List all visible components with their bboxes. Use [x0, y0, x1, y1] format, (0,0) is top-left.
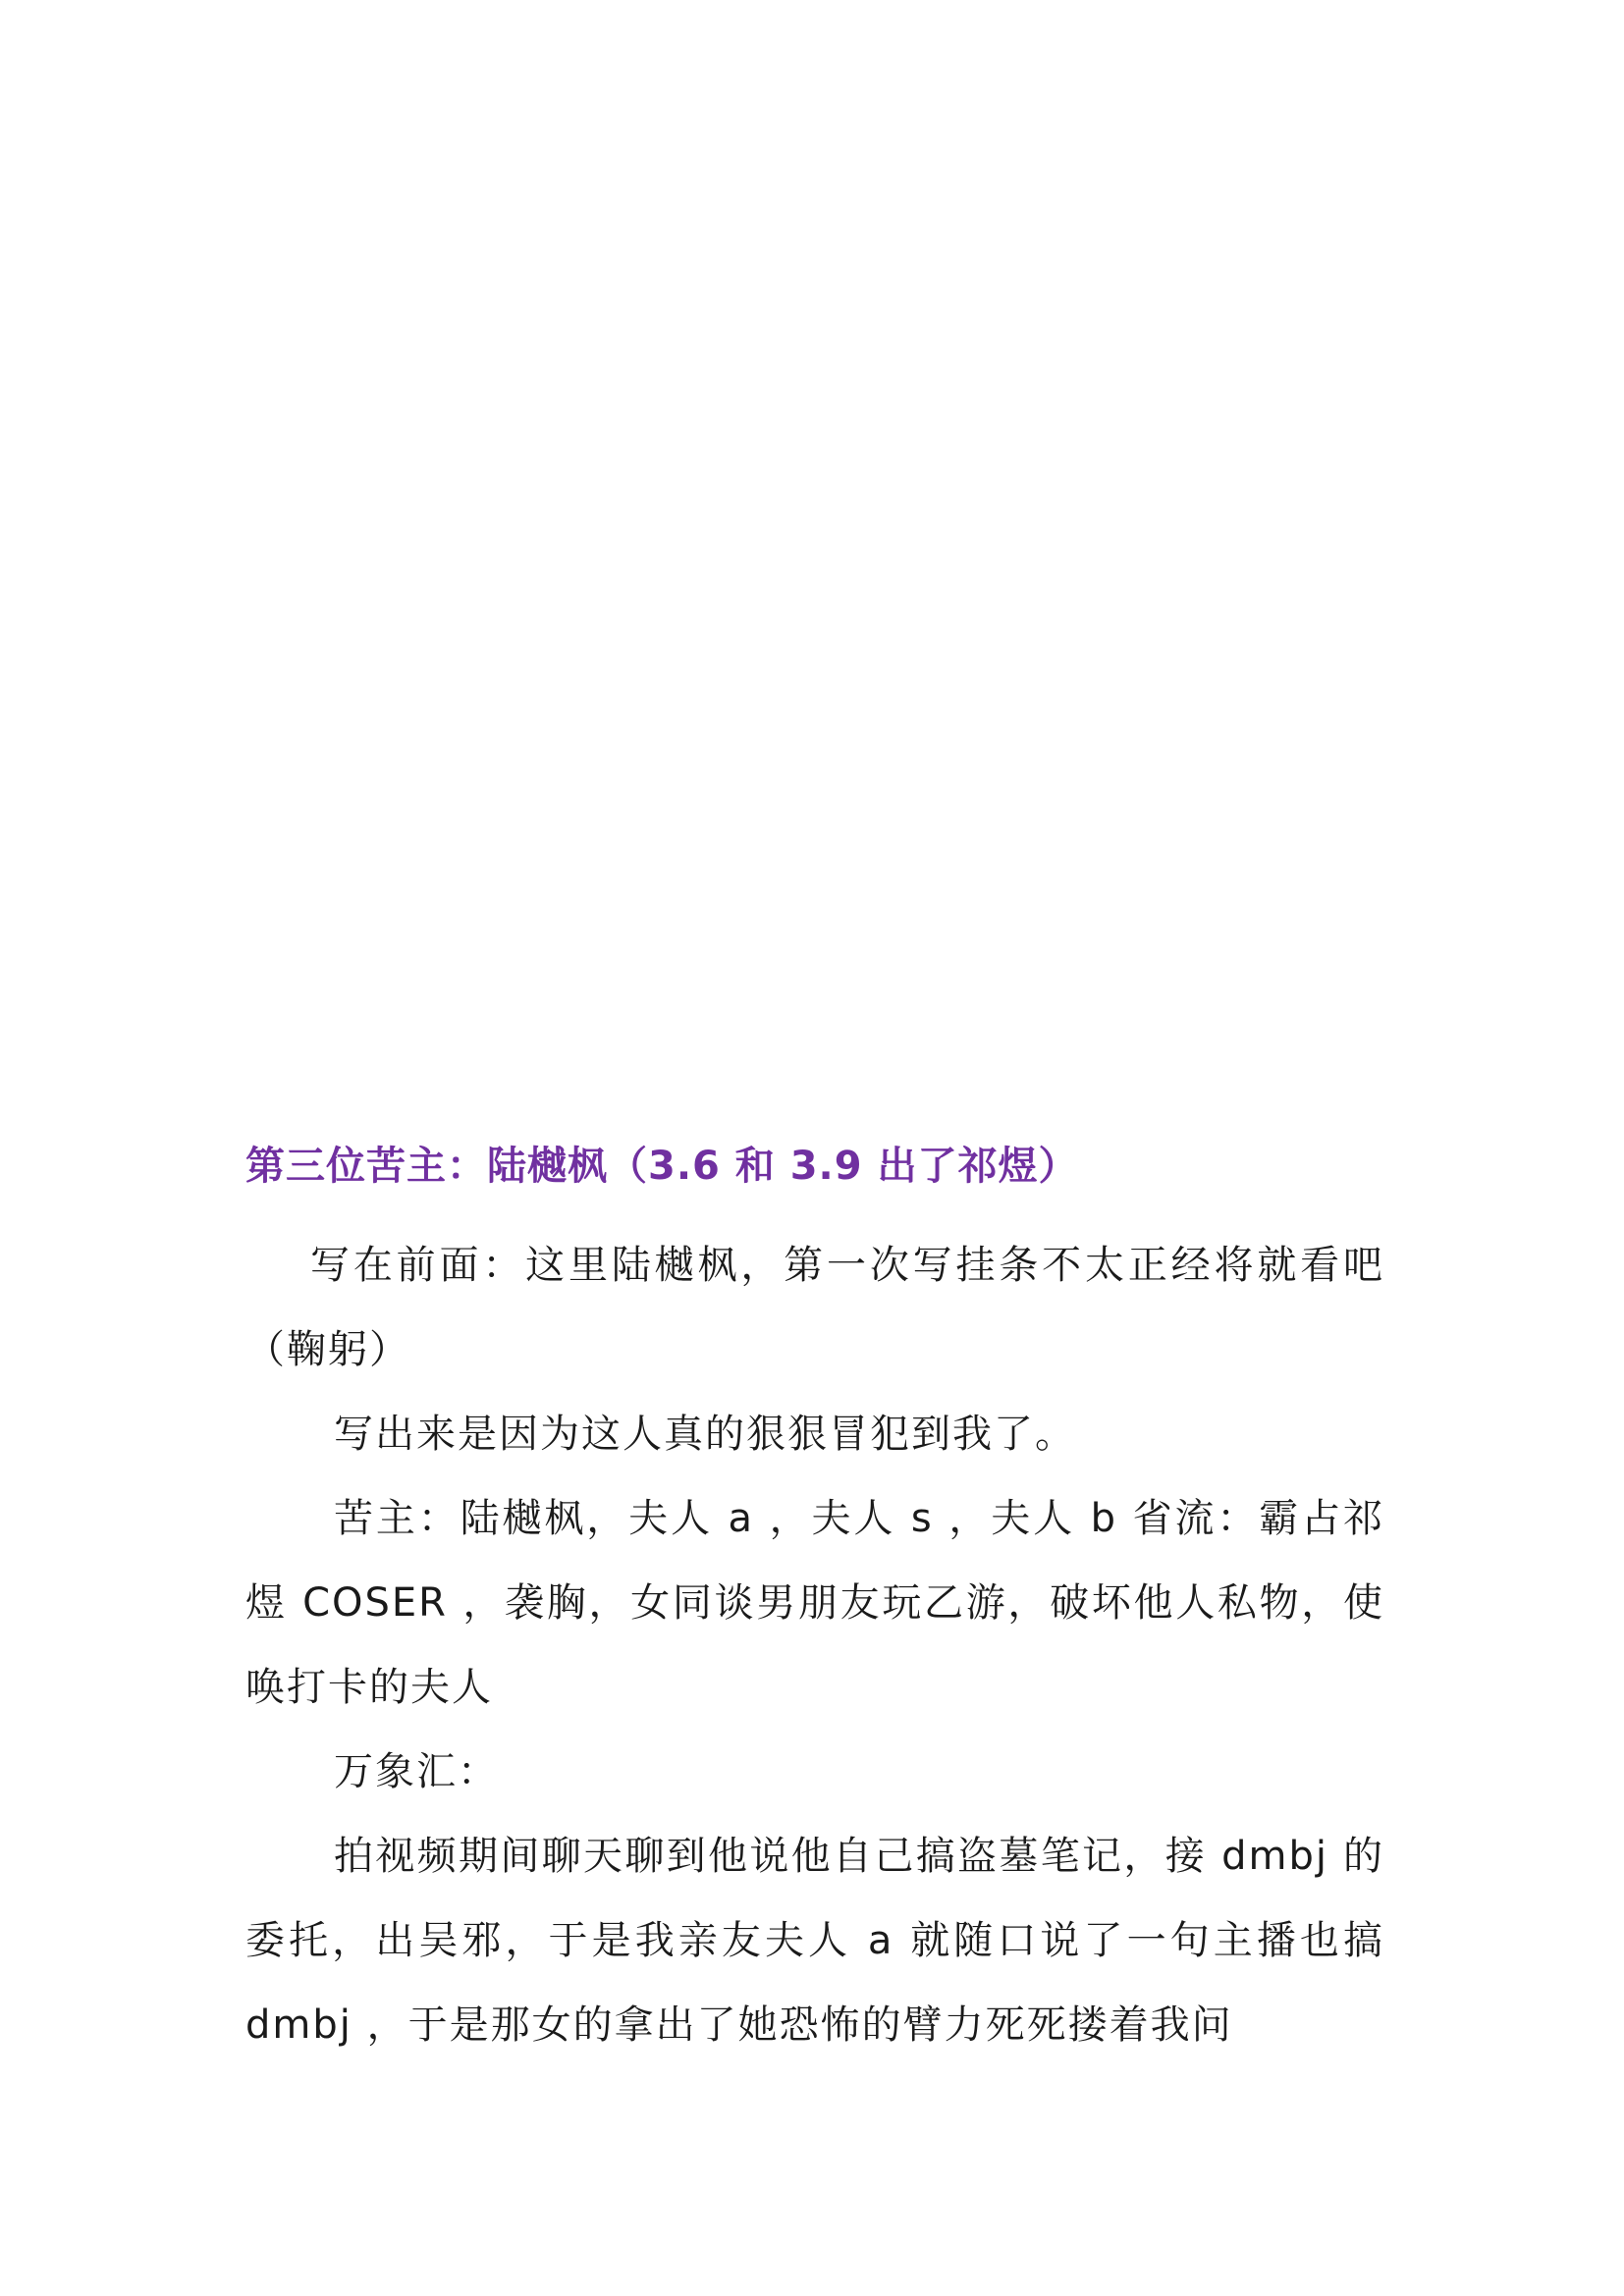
- section-heading: 第三位苦主：陆樾枫（3.6 和 3.9 出了祁煜）: [245, 1144, 1079, 1189]
- document-body: [245, 1139, 1384, 2067]
- paragraph-location: 万象汇：: [334, 1749, 499, 1794]
- paragraph-preface: 写在前面：这里陆樾枫，第一次写挂条不太正经将就看吧（鞠躬）: [245, 1243, 1384, 1372]
- paragraph-victims: 苦主：陆樾枫，夫人 a ，夫人 s ，夫人 b 省流：霸占祁煜 COSER ，袭胸，女同谈男朋友玩乙游，破坏他人私物，使唤打卡的夫人: [245, 1496, 1384, 1710]
- paragraph-reason: 写出来是因为这人真的狠狠冒犯到我了。: [334, 1412, 1076, 1457]
- paragraph-incident: 拍视频期间聊天聊到他说他自己搞盗墓笔记，接 dmbj 的委托，出吴邪，于是我亲友夫人 a 就随口说了一句主播也搞 dmbj ，于是那女的拿出了她恐怖的臂力死死搂着我问: [245, 1834, 1384, 2048]
